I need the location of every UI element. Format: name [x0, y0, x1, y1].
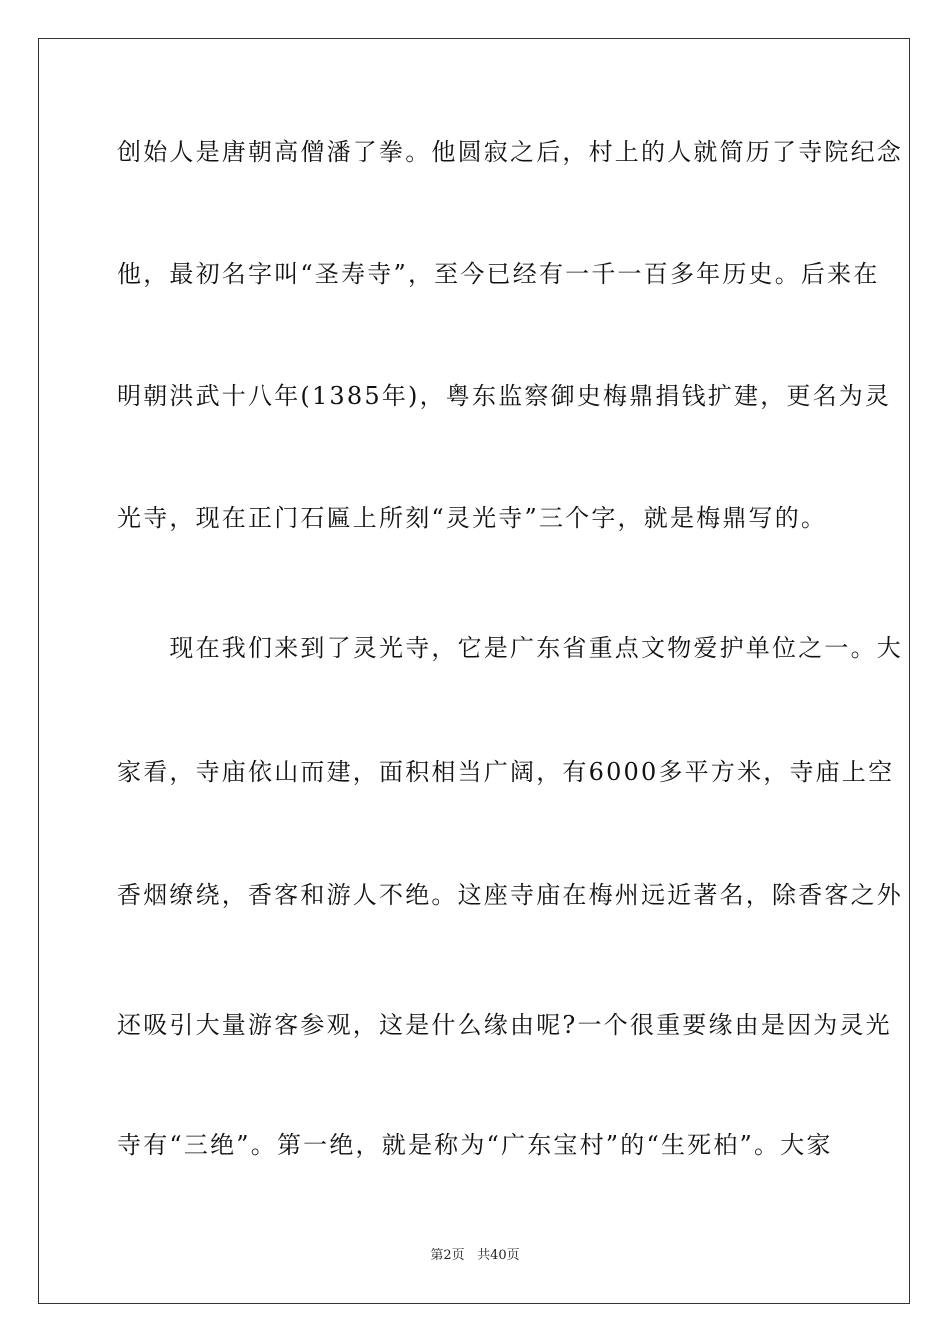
text-line: 家看，寺庙依山而建，面积相当广阔，有6000多平方米，寺庙上空	[117, 758, 895, 786]
total-pages: 共40页	[477, 1248, 520, 1263]
page-footer	[0, 1247, 950, 1265]
text-line: 明朝洪武十八年(1385年)，粤东监察御史梅鼎捐钱扩建，更名为灵	[117, 382, 892, 410]
text-line: 创始人是唐朝高僧潘了拳。他圆寂之后，村上的人就简历了寺院纪念	[117, 138, 903, 166]
page-border	[38, 38, 910, 1304]
text-line: 还吸引大量游客参观，这是什么缘由呢?一个很重要缘由是因为灵光	[117, 1011, 892, 1039]
page-number: 第2页	[430, 1248, 465, 1263]
text-line: 他，最初名字叫“圣寿寺”，至今已经有一千一百多年历史。后来在	[117, 260, 880, 288]
text-line: 香烟缭绕，香客和游人不绝。这座寺庙在梅州远近著名，除香客之外	[117, 881, 903, 909]
text-line: 现在我们来到了灵光寺，它是广东省重点文物爱护单位之一。大	[117, 634, 903, 662]
text-line: 光寺，现在正门石匾上所刻“灵光寺”三个字，就是梅鼎写的。	[117, 504, 828, 532]
text-line: 寺有“三绝”。第一绝，就是称为“广东宝村”的“生死柏”。大家	[117, 1131, 833, 1159]
